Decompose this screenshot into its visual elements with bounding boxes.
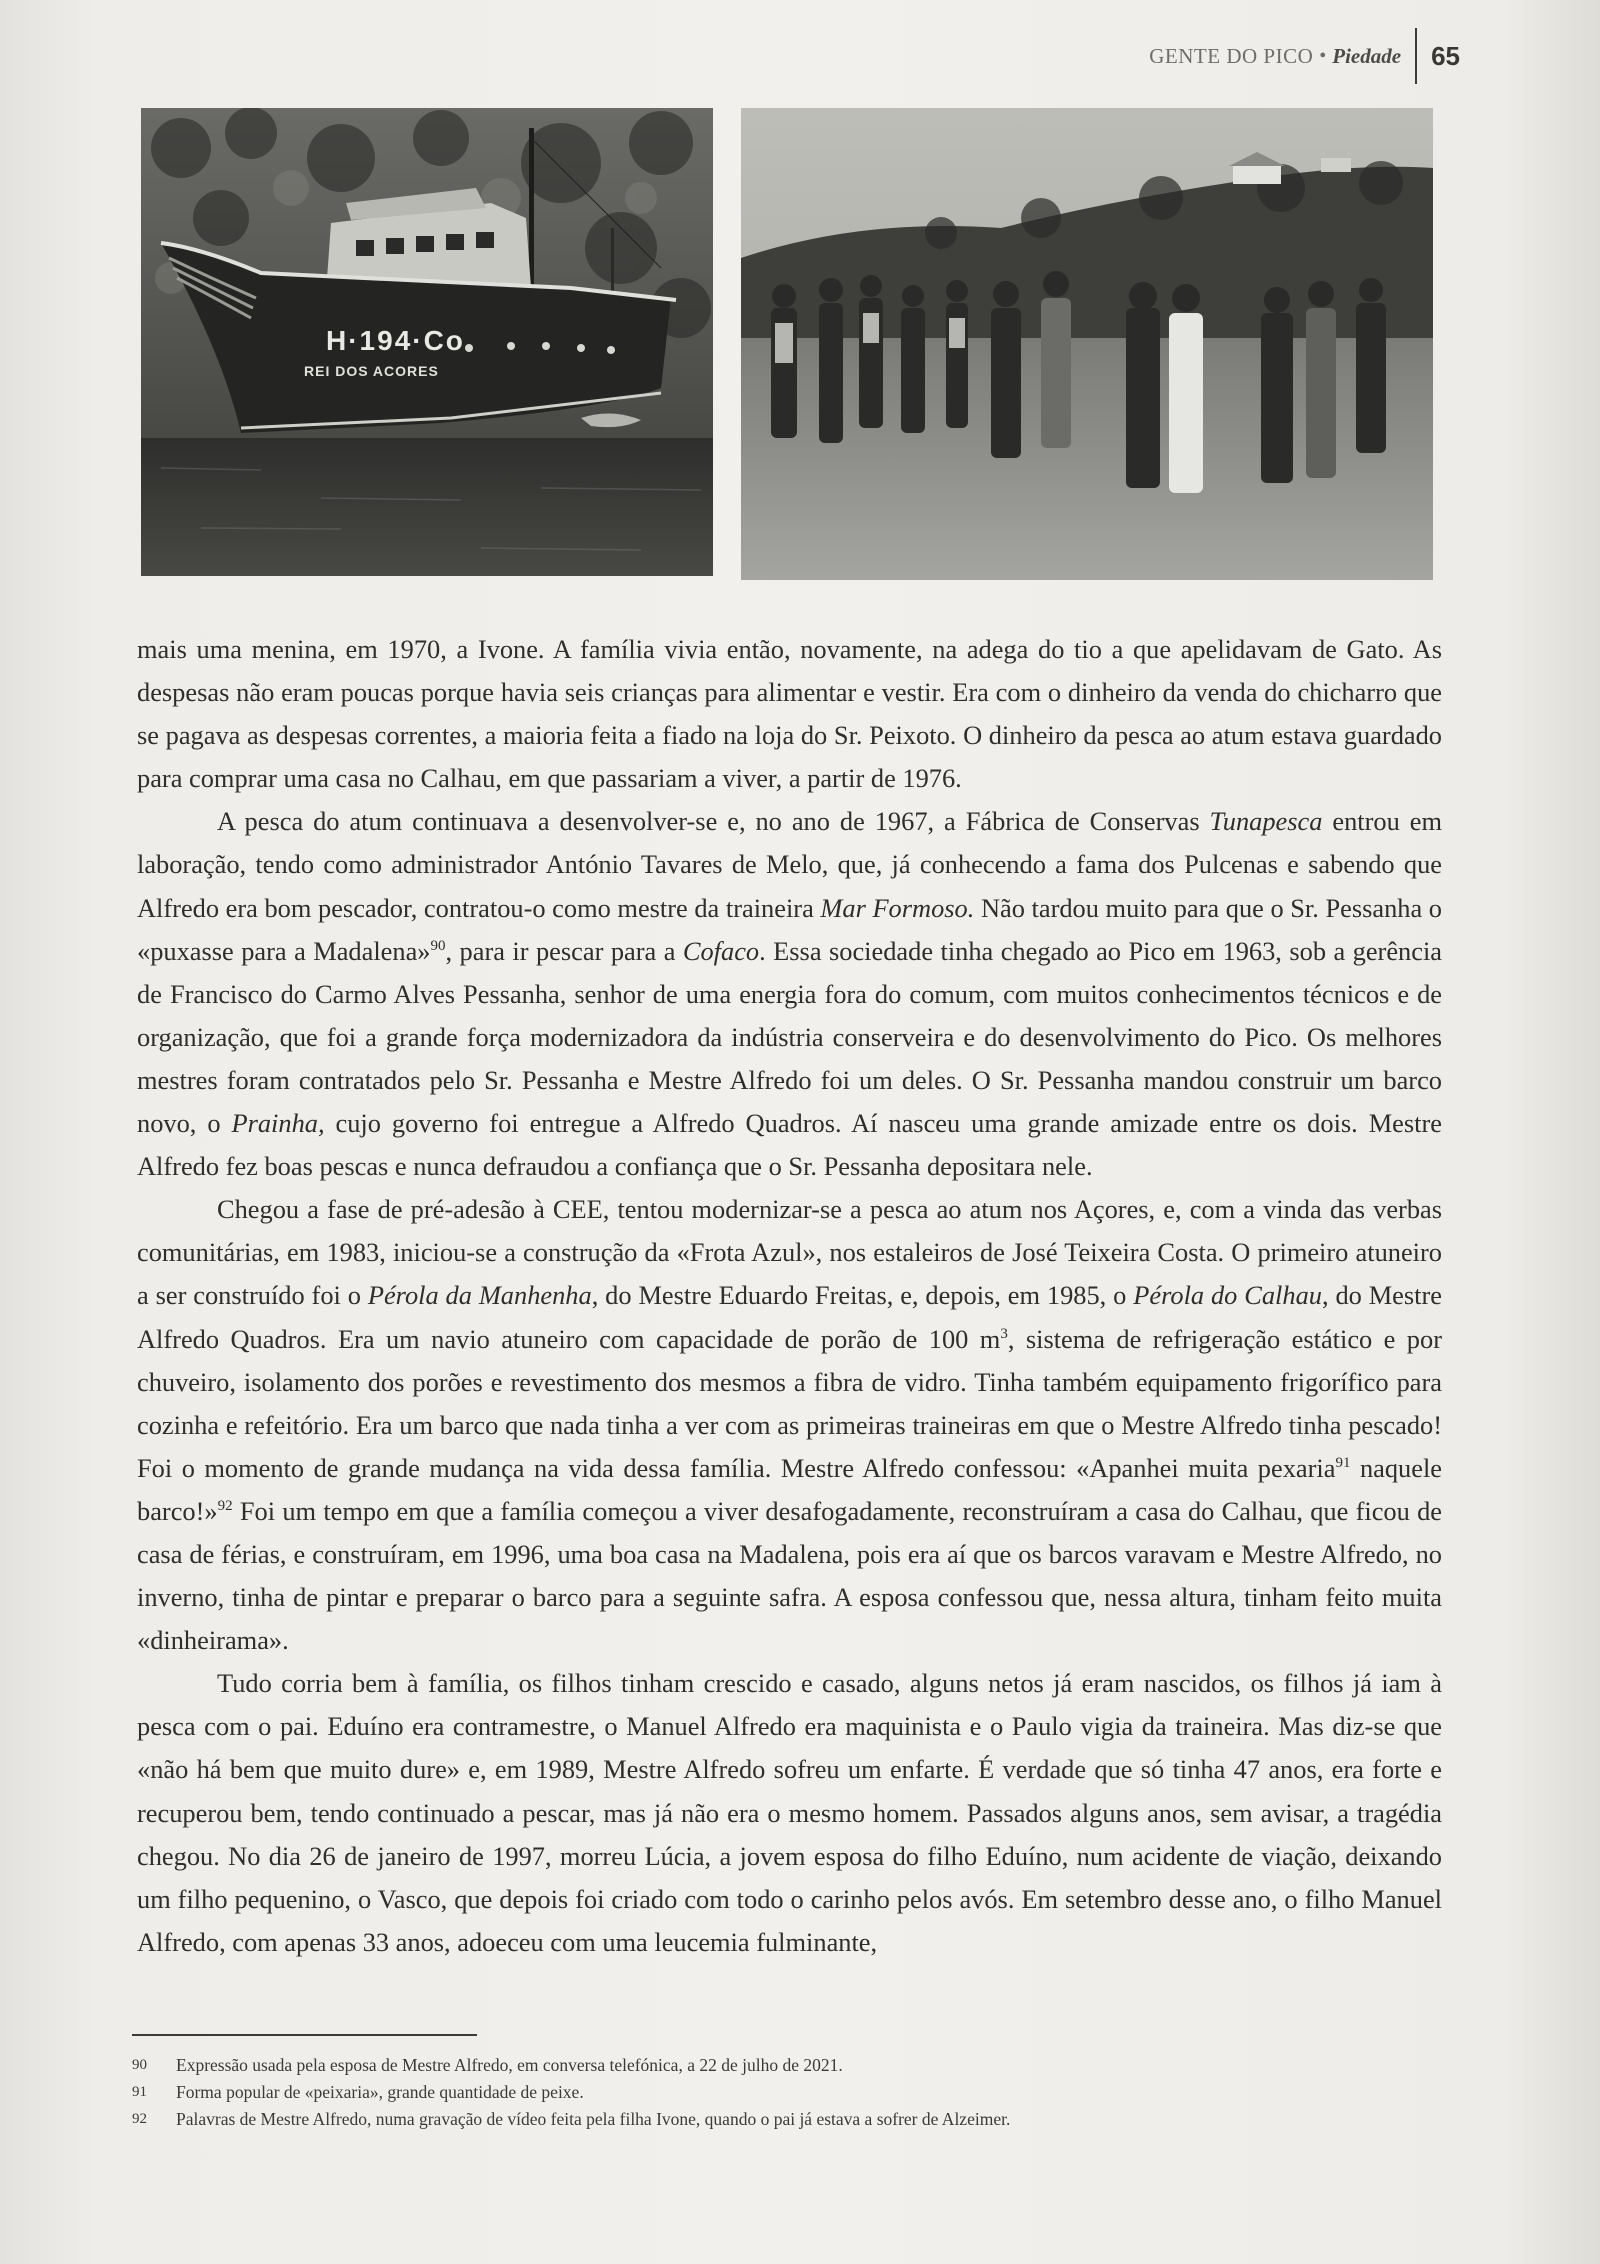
footnote-91 bbox=[132, 2079, 1382, 2106]
footnotes bbox=[132, 2052, 1382, 2133]
dancers-illustration bbox=[741, 108, 1433, 580]
text-run: entrou em laboração, tendo como administrador António Tavares de Melo, que, já conhecendo a fama dos Pulcenas e sabendo que Alfredo era bom pescador, contratou-o como mestre da traineira bbox=[137, 806, 1443, 923]
section-title: Piedade bbox=[1332, 43, 1402, 68]
footnote-92 bbox=[132, 2106, 1382, 2133]
text-run: mais uma menina, em 1970, a Ivone. A família vivia então, novamente, na adega do tio a que apelidavam de Gato. As despesas não eram poucas porque havia seis crianças para alimentar e vestir. Era com o dinheiro da venda do chicharro que se pagava as despesas correntes, a maioria feita a fiado na loja do Sr. Peixoto. O dinheiro da pesca ao atum estava guardado para comprar uma casa no Calhau, em que passariam a viver, a partir de 1976. bbox=[137, 634, 1442, 794]
text-run: A pesca do atum continuava a desenvolver-se e, no ano de 1967, a Fábrica de Conservas bbox=[217, 806, 1210, 837]
paragraph bbox=[137, 800, 1442, 1188]
italic-title: Pérola da Manhenha bbox=[367, 1280, 592, 1311]
boat-photo bbox=[141, 108, 713, 576]
text-run: , sistema de refrigeração estático e por chuveiro, isolamento dos porões e revestimento dos mesmos a fibra de vidro. Tinha também equipamento frigorífico para cozinha e refeitório. Era um barco que nada tinha a ver com as primeiras traineiras em que o Mestre Alfredo tinha pescado! Foi o momento de grande mudança na vida dessa família. Mestre Alfredo confessou: «Apanhei muita pexaria bbox=[137, 1323, 1442, 1483]
page-number: 65 bbox=[1431, 40, 1460, 71]
footnote-90 bbox=[132, 2052, 1382, 2079]
running-header bbox=[1149, 26, 1460, 86]
header-separator: • bbox=[1319, 44, 1327, 67]
footnote-number: 92 bbox=[132, 2111, 147, 2127]
text-run: . Essa sociedade tinha chegado ao Pico em 1963, sob a gerência de Francisco do Carmo Alves Pessanha, senhor de uma energia fora do comum, com muitos conhecimentos técnicos e de organização, que foi a grande força modernizadora da indústria conserveira e do desenvolvimento do Pico. Os melhores mestres foram contratados pelo Sr. Pessanha e Mestre Alfredo foi um deles. O Sr. Pessanha mandou construir um barco novo, o bbox=[137, 935, 1443, 1139]
paragraph bbox=[137, 1188, 1442, 1662]
italic-title: Mar Formoso. bbox=[820, 892, 975, 923]
boat-illustration bbox=[141, 108, 713, 576]
text-run: Chegou a fase de pré-adesão à CEE, tentou modernizar-se a pesca ao atum nos Açores, e, com a vinda das verbas comunitárias, em 1983, iniciou-se a construção da «Frota Azul», nos estaleiros de José Teixeira Costa. O primeiro atuneiro a ser construído foi o bbox=[137, 1194, 1442, 1311]
footnote-reference: 91 bbox=[1335, 1454, 1351, 1471]
italic-title: Cofaco bbox=[682, 935, 760, 966]
text-run: , para ir pescar para a bbox=[445, 935, 683, 966]
paragraph bbox=[137, 628, 1442, 800]
italic-title: Pérola do Calhau bbox=[1133, 1280, 1322, 1311]
italic-title: Prainha, bbox=[231, 1108, 325, 1139]
hull-name: REI DOS ACORES bbox=[304, 363, 439, 379]
text-run: Tudo corria bem à família, os filhos tinham crescido e casado, alguns netos já eram nascidos, os filhos já iam à pesca com o pai. Eduíno era contramestre, o Manuel Alfredo era maquinista e o Paulo vigia da traineira. Mas diz-se que «não há bem que muito dure» e, em 1989, Mestre Alfredo sofreu um enfarte. É verdade que só tinha 47 anos, era forte e recuperou bem, tendo continuado a pescar, mas já não era o mesmo homem. Passados alguns anos, sem avisar, a tragédia chegou. No dia 26 de janeiro de 1997, morreu Lúcia, a jovem esposa do filho Eduíno, num acidente de viação, deixando um filho pequenino, o Vasco, que depois foi criado com todo o carinho pelos avós. Em setembro desse ano, o filho Manuel Alfredo, com apenas 33 anos, adoeceu com uma leucemia fulminante, bbox=[137, 1668, 1442, 1957]
running-title: GENTE DO PICO bbox=[1149, 43, 1314, 68]
text-run: Foi um tempo em que a família começou a viver desafogadamente, reconstruíram a casa do Calhau, que ficou de casa de férias, e construíram, em 1996, uma boa casa na Madalena, pois era aí que os barcos varavam e Mestre Alfredo, no inverno, tinha de pintar e preparar o barco para a seguinte safra. A esposa confessou que, nessa altura, tinham feito muita «dinheirama». bbox=[137, 1495, 1442, 1656]
footnote-number: 91 bbox=[132, 2084, 147, 2100]
hull-registration: H·194·Co bbox=[326, 325, 465, 356]
footnote-reference: 3 bbox=[1000, 1325, 1008, 1342]
dance-photo bbox=[741, 108, 1433, 580]
footnote-reference: 92 bbox=[217, 1497, 233, 1514]
footnote-number: 90 bbox=[132, 2057, 147, 2073]
footnote-rule bbox=[132, 2034, 477, 2036]
footnote-text: Forma popular de «peixaria», grande quantidade de peixe. bbox=[176, 2082, 584, 2102]
text-run: naquele barco!» bbox=[137, 1452, 1443, 1526]
text-run: Não tardou muito para que o Sr. Pessanha o «puxasse para a Madalena» bbox=[137, 892, 1443, 966]
body-text bbox=[137, 628, 1442, 1964]
text-run: cujo governo foi entregue a Alfredo Quadros. Aí nasceu uma grande amizade entre os dois. Mestre Alfredo fez boas pescas e nunca defraudou a confiança que o Sr. Pessanha depositara nele. bbox=[137, 1108, 1442, 1182]
italic-title: Tunapesca bbox=[1209, 806, 1323, 837]
header-divider bbox=[1415, 28, 1417, 84]
text-run: , do Mestre Eduardo Freitas, e, depois, em 1985, o bbox=[591, 1280, 1134, 1311]
footnote-reference: 90 bbox=[430, 937, 446, 954]
footnote-text: Expressão usada pela esposa de Mestre Alfredo, em conversa telefónica, a 22 de julho de 2021. bbox=[176, 2055, 843, 2075]
paragraph bbox=[137, 1662, 1442, 1964]
footnote-text: Palavras de Mestre Alfredo, numa gravação de vídeo feita pela filha Ivone, quando o pai já estava a sofrer de Alzeimer. bbox=[176, 2109, 1011, 2129]
text-run: , do Mestre Alfredo Quadros. Era um navio atuneiro com capacidade de porão de 100 m bbox=[137, 1280, 1443, 1354]
